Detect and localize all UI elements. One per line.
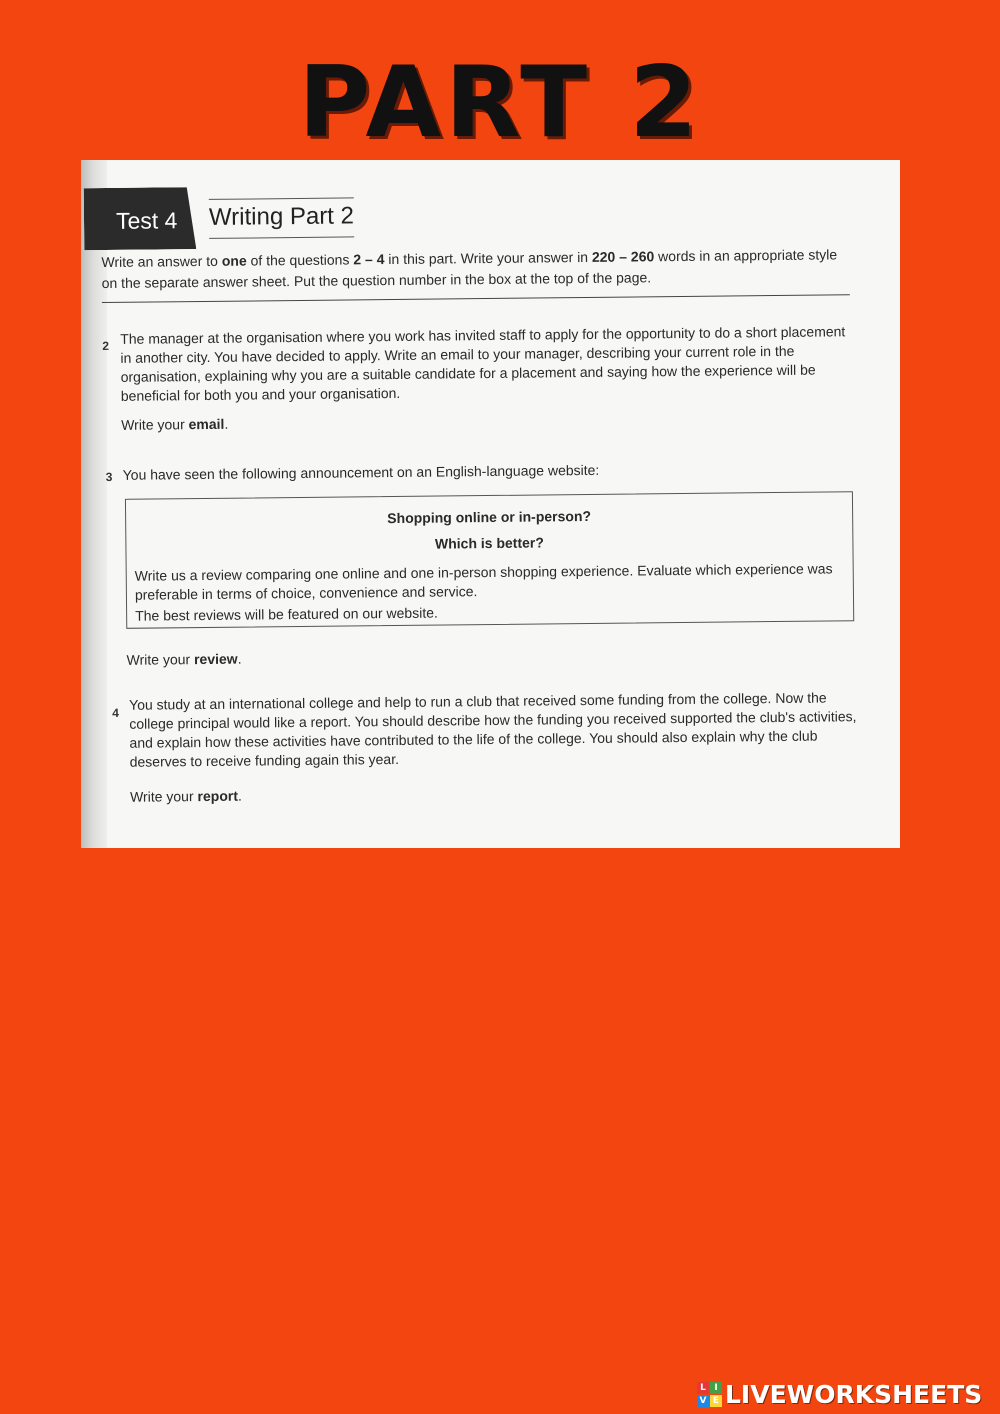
- liveworksheets-brand[interactable]: [697, 1380, 982, 1409]
- divider: [102, 294, 850, 303]
- question-3-write-line: [127, 651, 242, 668]
- question-4-number: 4: [112, 705, 119, 720]
- instructions-text: of the questions: [246, 251, 354, 269]
- write-prefix: Write your: [121, 416, 189, 433]
- brand-name: LIVEWORKSHEETS: [725, 1380, 983, 1409]
- question-4-text: You study at an international college and help to run a club that received some funding from the college. Now the college principal would like a report. You should describe how the funding you received supported the club's activities, and explain how these activities have contributed to the life of the college. You should also explain why the club deserves to receive funding again this year.: [128, 689, 857, 770]
- question-4-write-line: [130, 788, 242, 805]
- logo-letter-e: E: [710, 1395, 722, 1407]
- write-suffix: .: [237, 650, 242, 667]
- question-2-text: The manager at the organisation where you work has invited staff to apply for the opportunity to do a short placement in another city. You have decided to apply. Write an email to your manager, describing your current role in the organisation, explaining why you are a suitable candidate for a placement and saying how the experience will be beneficial for both you and your organisation.: [120, 323, 846, 404]
- test-label: Test 4: [115, 207, 178, 234]
- page-title: PART 2: [298, 46, 702, 160]
- instructions-text: words in an appropriate style on the separate answer sheet. Put the question number in the box at the top of the page.: [101, 246, 838, 292]
- question-2-number: 2: [102, 338, 110, 354]
- section-title: Writing Part 2: [209, 197, 354, 239]
- write-type: email: [188, 415, 225, 433]
- liveworksheets-logo-icon: [697, 1382, 722, 1407]
- question-3-number: 3: [105, 469, 113, 485]
- logo-letter-i: I: [710, 1382, 722, 1394]
- write-suffix: .: [237, 787, 242, 804]
- announcement-title: Shopping online or in-person?: [387, 507, 592, 527]
- instructions-emphasis: one: [221, 252, 247, 269]
- instructions: [101, 244, 849, 294]
- announcement-body: Write us a review comparing one online and one in-person shopping experience. Evaluate which experience was preferable in terms of choice, convenience and service.: [134, 560, 833, 603]
- write-prefix: Write your: [129, 788, 198, 805]
- announcement-footer: The best reviews will be featured on our website.: [135, 604, 438, 624]
- logo-letter-v: V: [697, 1395, 709, 1407]
- instructions-text: in this part. Write your answer in: [384, 248, 593, 268]
- question-2-write-line: [121, 416, 228, 433]
- instructions-emphasis: 2 – 4: [353, 251, 385, 268]
- write-suffix: .: [224, 415, 229, 432]
- write-type: review: [193, 650, 238, 668]
- logo-letter-l: L: [697, 1382, 709, 1394]
- announcement-subtitle: Which is better?: [434, 534, 544, 552]
- instructions-text: Write an answer to: [101, 252, 222, 271]
- question-3-text: You have seen the following announcement on an English-language website:: [122, 461, 600, 483]
- worksheet-page: [81, 160, 900, 848]
- announcement-box: [125, 491, 854, 629]
- write-type: report: [197, 787, 239, 805]
- worksheet-scan: [81, 160, 900, 848]
- instructions-emphasis: 220 – 260: [591, 248, 655, 265]
- write-prefix: Write your: [126, 651, 195, 668]
